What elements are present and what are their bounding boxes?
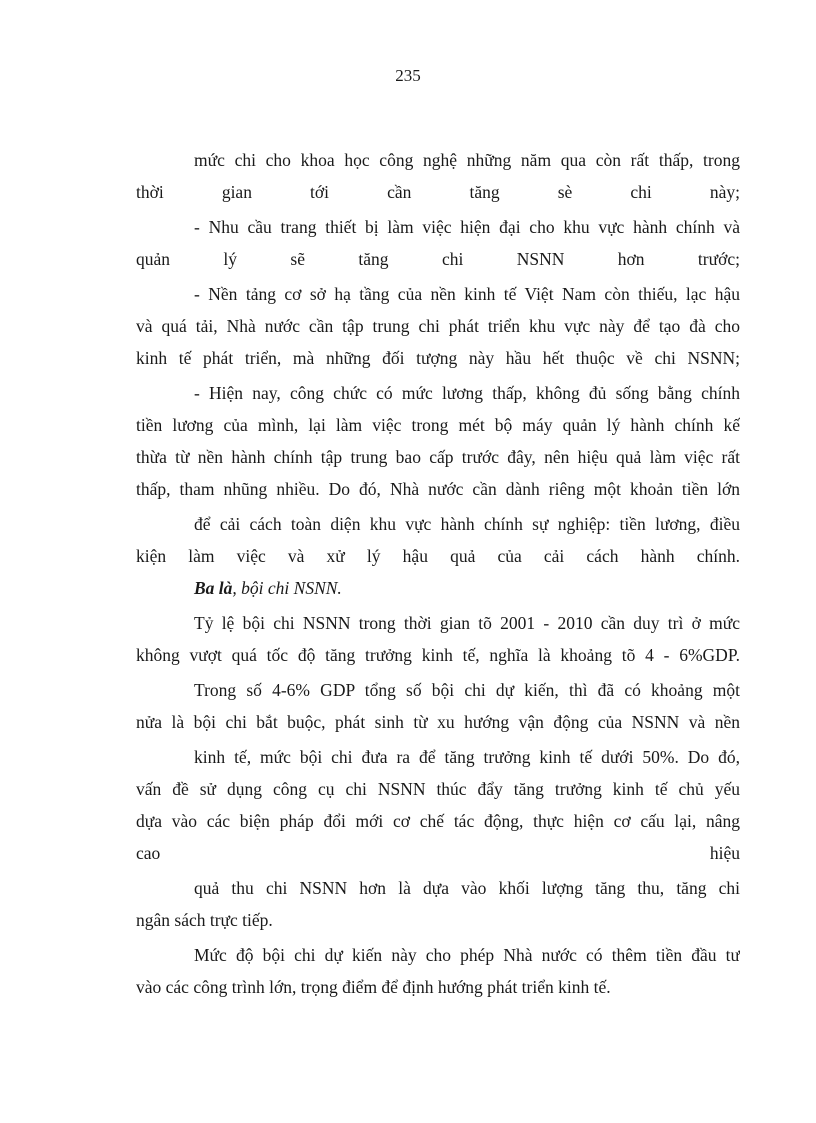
- text-line: Tỷ lệ bội chi NSNN trong thời gian tõ 2001 - 2010 cần duy trì ở mức: [194, 613, 740, 633]
- section-heading-title: , bội chi NSNN.: [232, 578, 342, 598]
- text-line: vào các công trình lớn, trọng điểm để định hướng phát triển kinh tế.: [136, 977, 611, 997]
- section-heading-label: Ba là: [194, 578, 233, 598]
- text-line: tiền lương của mình, lại làm việc trong mét bộ máy quản lý hành chính kế: [136, 415, 740, 435]
- text-line: vấn đề sử dụng công cụ chi NSNN thúc đẩy tăng trưởng kinh tế chủ yếu: [136, 779, 740, 799]
- text-line: quản lý sẽ tăng chi NSNN hơn trước;: [136, 249, 740, 269]
- text-line: mức chi cho khoa học công nghệ những năm qua còn rất thấp, trong: [194, 150, 740, 170]
- text-line: thời gian tới cần tăng sè chi này;: [136, 182, 740, 202]
- text-line: dựa vào các biện pháp đổi mới cơ chế tác động, thực hiện cơ cấu lại, nâng: [136, 811, 740, 831]
- text-line: thừa từ nền hành chính tập trung bao cấp trước đây, nên hiệu quả làm việc rất: [136, 447, 740, 467]
- page-number: 235: [395, 66, 421, 85]
- document-body: [136, 144, 740, 1003]
- text-line: thấp, tham nhũng nhiều. Do đó, Nhà nước cần dành riêng một khoản tiền lớn: [136, 479, 740, 499]
- text-line: ngân sách trực tiếp.: [136, 910, 273, 930]
- text-line: kinh tế, mức bội chi đưa ra để tăng trưởng kinh tế dưới 50%. Do đó,: [194, 747, 740, 767]
- section-heading: [136, 572, 740, 604]
- text-line: - Hiện nay, công chức có mức lương thấp, không đủ sống bằng chính: [194, 383, 740, 403]
- text-line: Mức độ bội chi dự kiến này cho phép Nhà nước có thêm tiền đầu tư: [194, 945, 740, 965]
- text-line: kinh tế phát triển, mà những đối tượng này hầu hết thuộc về chi NSNN;: [136, 348, 740, 368]
- text-line: cao hiệu: [136, 843, 740, 863]
- text-line: - Nền tảng cơ sở hạ tầng của nền kinh tế Việt Nam còn thiếu, lạc hậu: [194, 284, 740, 304]
- text-line: không vượt quá tốc độ tăng trưởng kinh tế, nghĩa là khoảng tõ 4 - 6%GDP.: [136, 645, 740, 665]
- text-line: - Nhu cầu trang thiết bị làm việc hiện đại cho khu vực hành chính và: [194, 217, 740, 237]
- text-line: để cải cách toàn diện khu vực hành chính sự nghiệp: tiền lương, điều: [194, 514, 740, 534]
- text-line: nửa là bội chi bắt buộc, phát sinh từ xu hướng vận động của NSNN và nền: [136, 712, 740, 732]
- text-line: và quá tải, Nhà nước cần tập trung chi phát triển khu vực này để tạo đà cho: [136, 316, 740, 336]
- text-line: kiện làm việc và xử lý hậu quả của cải cách hành chính.: [136, 546, 740, 566]
- text-line: Trong số 4-6% GDP tổng số bội chi dự kiến, thì đã có khoảng một: [194, 680, 740, 700]
- text-line: quả thu chi NSNN hơn là dựa vào khối lượng tăng thu, tăng chi: [194, 878, 740, 898]
